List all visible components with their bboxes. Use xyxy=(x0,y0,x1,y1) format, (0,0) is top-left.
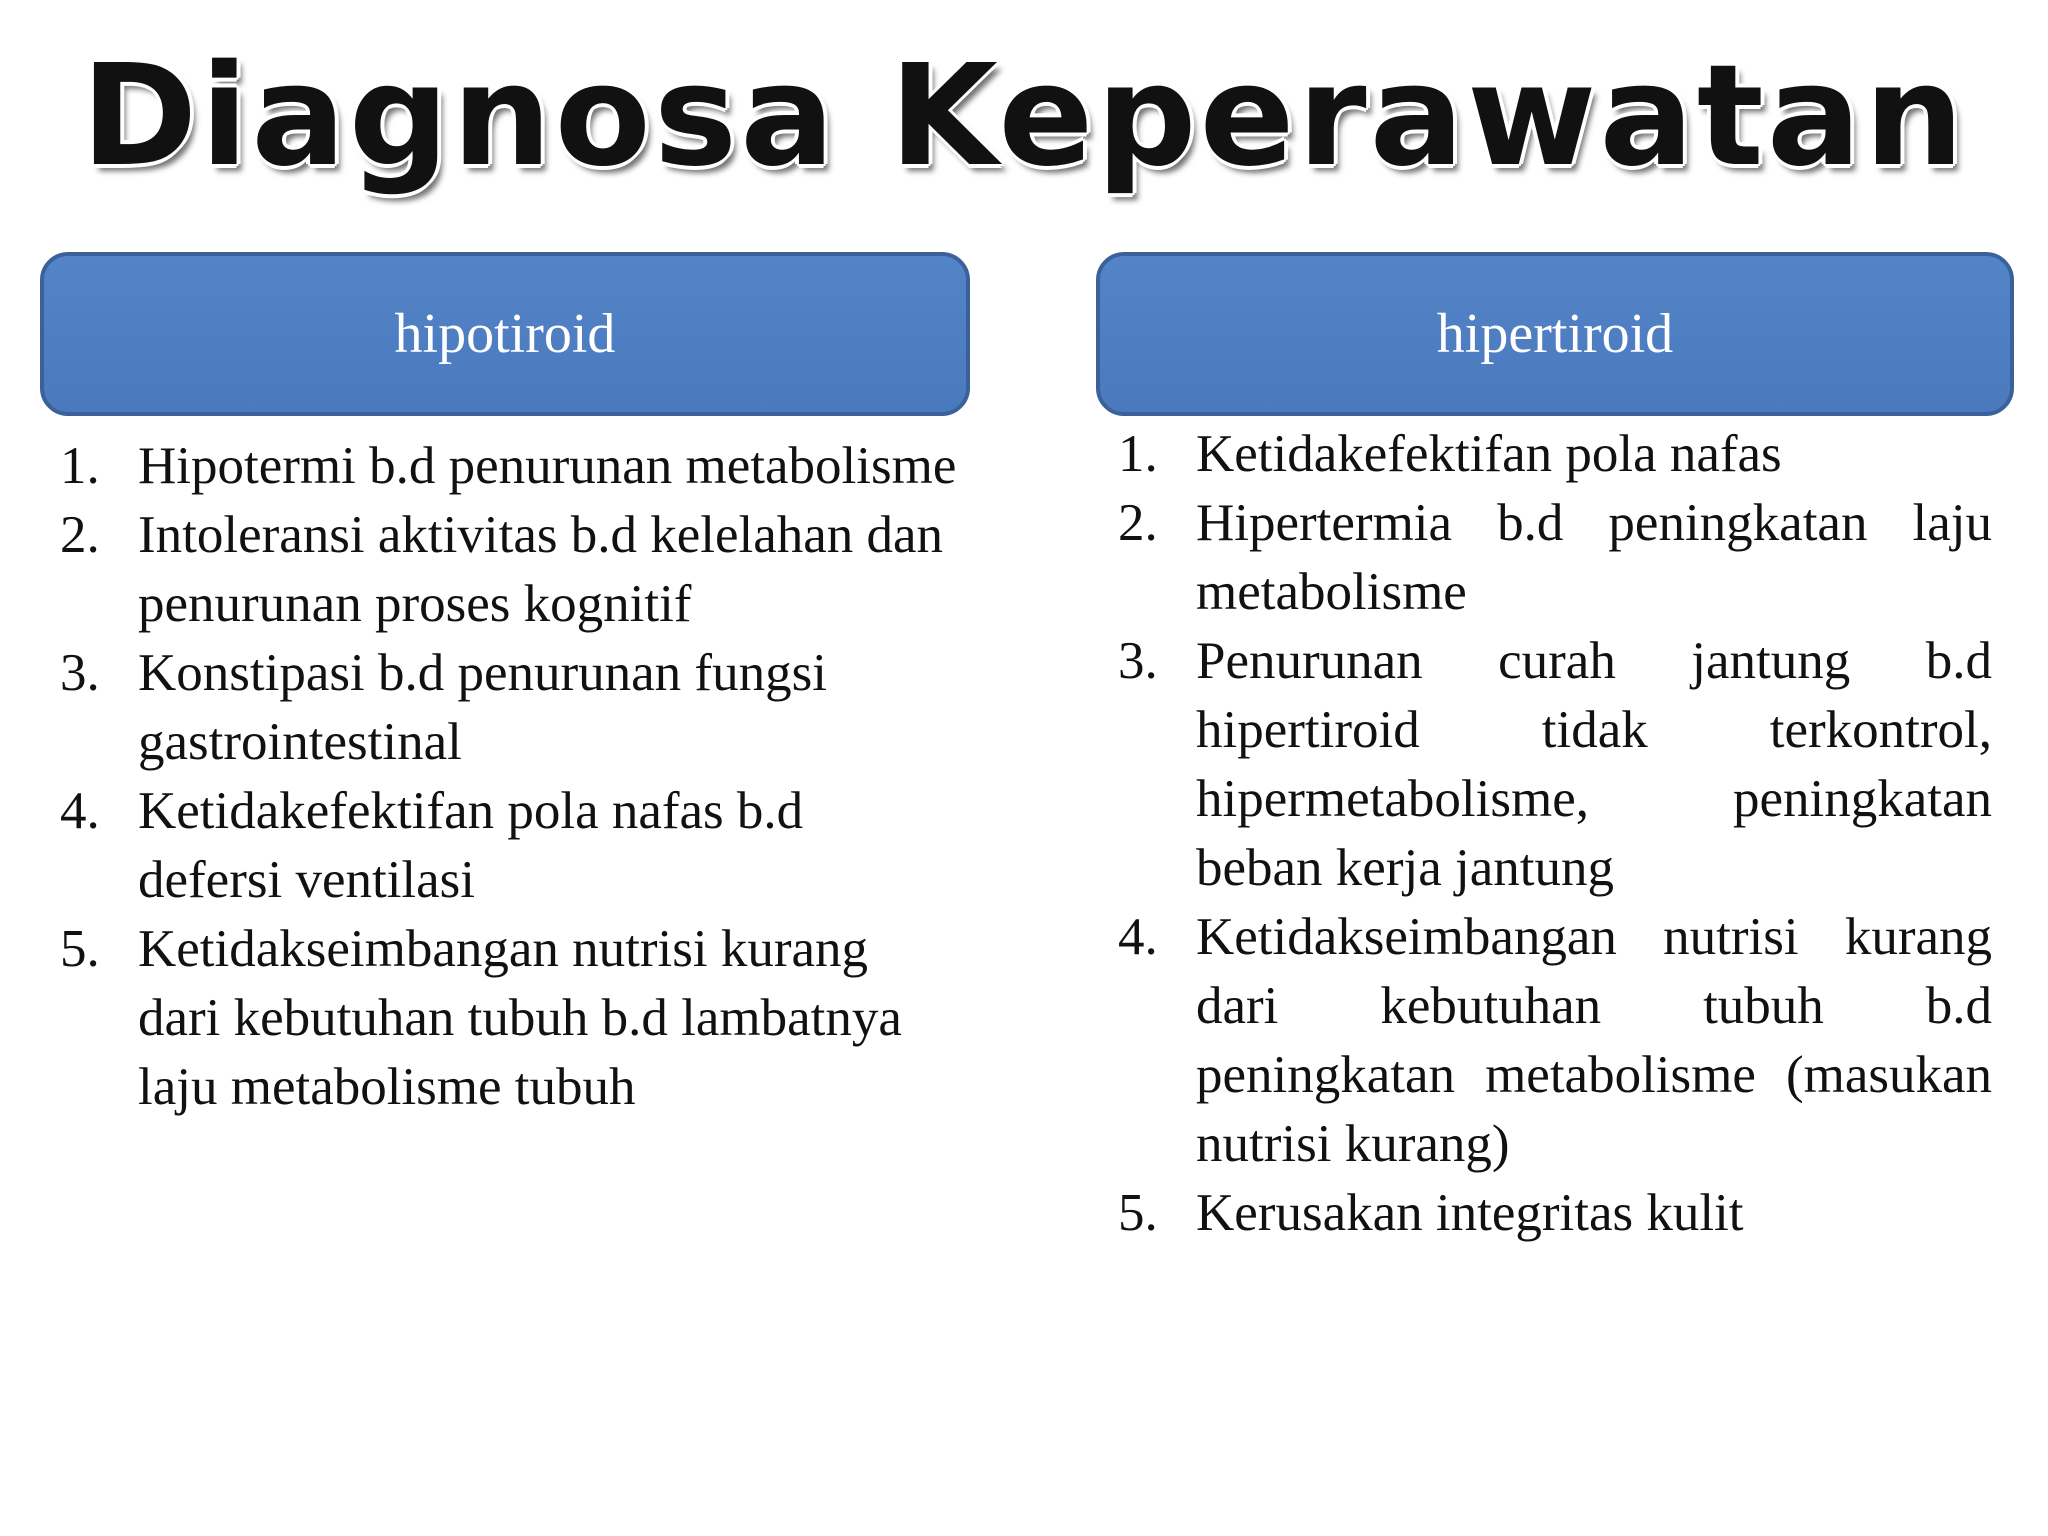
list-item xyxy=(1118,1179,1992,1248)
list-item-number: 5. xyxy=(1118,1184,1158,1242)
list-item xyxy=(60,501,960,639)
list-item-number: 4. xyxy=(1118,908,1158,966)
list-item-text: Kerusakan integritas kulit xyxy=(1196,1184,1744,1242)
list-item-text: Ketidakefektifan pola nafas xyxy=(1196,425,1782,483)
list-item xyxy=(1118,627,1992,903)
list-item xyxy=(60,915,960,1122)
list-item-number: 3. xyxy=(1118,632,1158,690)
hipertiroid-diagnosis-list xyxy=(1118,420,1992,1248)
header-hipertiroid-label: hipertiroid xyxy=(1436,303,1674,365)
header-hipotiroid-label: hipotiroid xyxy=(394,303,616,365)
list-item-text: Ketidakseimbangan nutrisi kurang dari kebutuhan tubuh b.d peningkatan metabolisme (masukan nutrisi kurang) xyxy=(1196,908,1992,1173)
list-item-text: Ketidakefektifan pola nafas b.d defersi ventilasi xyxy=(138,782,804,909)
list-item-text: Hipertermia b.d peningkatan laju metabolisme xyxy=(1196,494,1992,621)
list-item-text: Penurunan curah jantung b.d hipertiroid tidak terkontrol, hipermetabolisme, peningkatan beban kerja jantung xyxy=(1196,632,1992,897)
list-item-number: 1. xyxy=(60,437,100,495)
list-item-number: 5. xyxy=(60,920,100,978)
list-item xyxy=(60,432,960,501)
header-hipotiroid xyxy=(40,252,970,416)
list-item-number: 1. xyxy=(1118,425,1158,483)
list-item xyxy=(1118,489,1992,627)
hipotiroid-diagnosis-list xyxy=(60,432,960,1122)
list-item xyxy=(60,777,960,915)
list-item-text: Konstipasi b.d penurunan fungsi gastrointestinal xyxy=(138,644,827,771)
list-item-number: 2. xyxy=(60,506,100,564)
list-item-number: 4. xyxy=(60,782,100,840)
list-item xyxy=(60,639,960,777)
list-item-number: 3. xyxy=(60,644,100,702)
list-item xyxy=(1118,903,1992,1179)
list-item-text: Intoleransi aktivitas b.d kelelahan dan penurunan proses kognitif xyxy=(138,506,944,633)
list-item xyxy=(1118,420,1992,489)
list-item-text: Hipotermi b.d penurunan metabolisme xyxy=(138,437,957,495)
page-title: Diagnosa Keperawatan xyxy=(81,35,1967,198)
list-item-text: Ketidakseimbangan nutrisi kurang dari kebutuhan tubuh b.d lambatnya laju metabolisme tubuh xyxy=(138,920,902,1116)
header-hipertiroid xyxy=(1096,252,2014,416)
list-item-number: 2. xyxy=(1118,494,1158,552)
